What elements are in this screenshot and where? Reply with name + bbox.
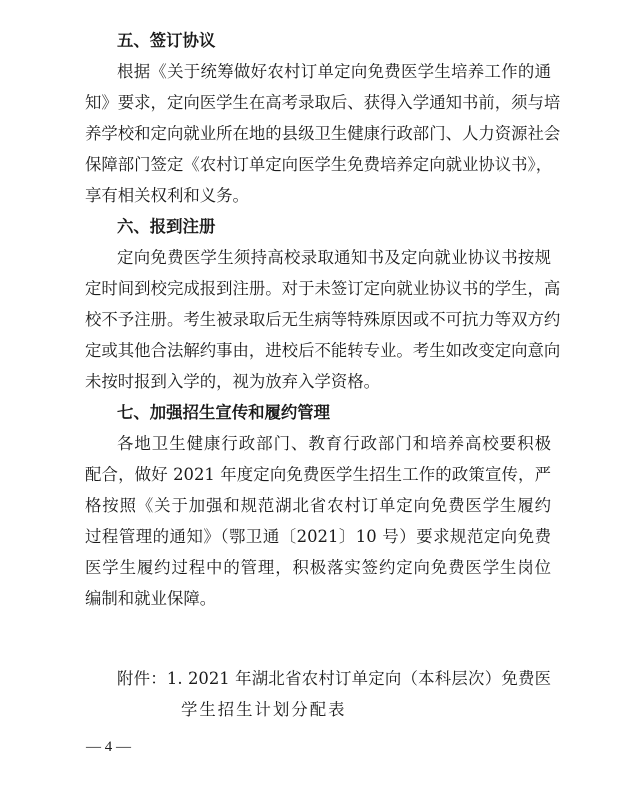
paragraph-line: 享有相关权利和义务。 <box>85 186 249 205</box>
paragraph-line: 配合，做好 2021 年度定向免费医学生招生工作的政策宣传，严 <box>85 465 551 484</box>
paragraph-line: 校不予注册。考生被录取后无生病等特殊原因或不可抗力等双方约 <box>85 310 561 329</box>
paragraph-line: 定或其他合法解约事由，进校后不能转专业。考生如改变定向意向 <box>85 341 561 360</box>
paragraph-line: 格按照《关于加强和规范湖北省农村订单定向免费医学生履约 <box>85 496 551 515</box>
paragraph-line: 定向免费医学生须持高校录取通知书及定向就业协议书按规 <box>117 248 551 267</box>
page-number: — 4 — <box>86 739 131 755</box>
paragraph-line: 编制和就业保障。 <box>85 589 217 608</box>
paragraph-line: 知》要求，定向医学生在高考录取后、获得入学通知书前，须与培 <box>85 93 561 112</box>
paragraph-line: 未按时报到入学的，视为放弃入学资格。 <box>85 372 381 391</box>
section-heading-5: 五、签订协议 <box>117 31 216 50</box>
paragraph-line: 养学校和定向就业所在地的县级卫生健康行政部门、人力资源社会 <box>85 124 561 143</box>
paragraph-line: 定时间到校完成报到注册。对于未签订定向就业协议书的学生，高 <box>85 279 561 298</box>
section-heading-6: 六、报到注册 <box>117 217 216 236</box>
paragraph-line: 保障部门签定《农村订单定向医学生免费培养定向就业协议书》， <box>85 155 553 174</box>
paragraph-line: 医学生履约过程中的管理，积极落实签约定向免费医学生岗位 <box>85 558 551 577</box>
section-heading-7: 七、加强招生宣传和履约管理 <box>117 403 331 422</box>
attachment-line: 附件：1. 2021 年湖北省农村订单定向（本科层次）免费医 <box>117 669 551 688</box>
paragraph-line: 根据《关于统筹做好农村订单定向免费医学生培养工作的通 <box>117 62 551 81</box>
paragraph-line: 过程管理的通知》（鄂卫通〔2021〕10 号）要求规范定向免费 <box>85 527 551 546</box>
paragraph-line: 各地卫生健康行政部门、教育行政部门和培养高校要积极 <box>117 434 551 453</box>
attachment-line: 学生招生计划分配表 <box>181 700 347 719</box>
